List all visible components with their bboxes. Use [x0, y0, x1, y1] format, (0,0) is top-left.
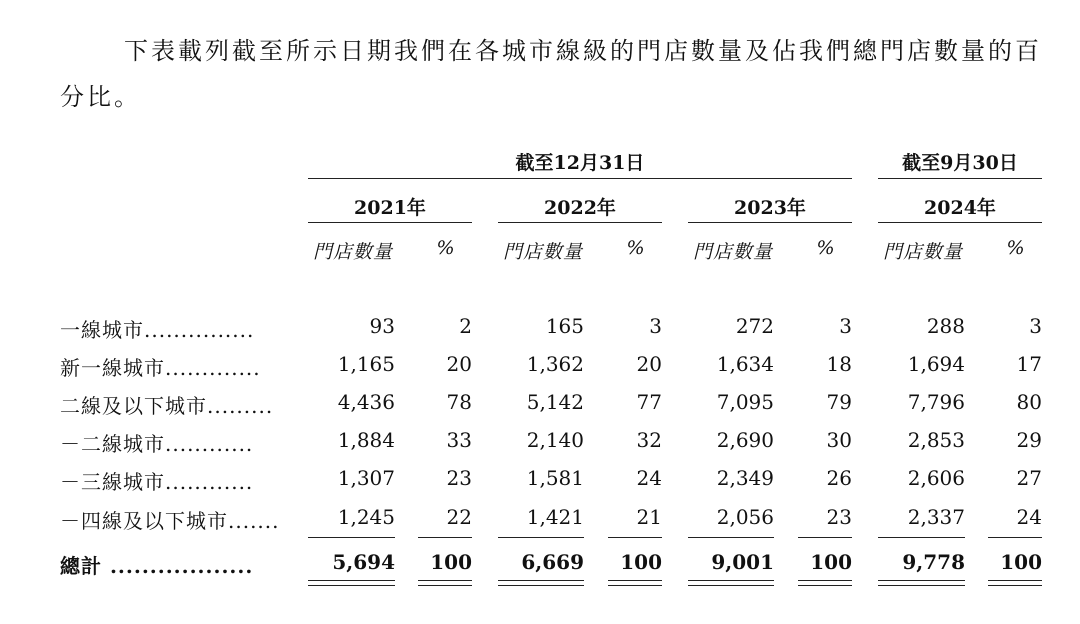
row-label: 新一線城市.............	[60, 356, 261, 380]
total-double-rule	[988, 585, 1042, 586]
subtotal-rule	[308, 537, 395, 538]
total-double-rule	[878, 580, 965, 581]
row-label: －二線城市............	[60, 432, 254, 456]
count-cell: 4,436	[337, 390, 395, 414]
percent-cell: 30	[826, 428, 852, 452]
percent-cell: 80	[1016, 390, 1042, 414]
count-cell: 2,690	[716, 428, 774, 452]
column-header-percent: %	[436, 237, 456, 259]
total-count-cell: 9,001	[711, 550, 774, 574]
count-cell: 1,884	[337, 428, 395, 452]
count-cell: 1,634	[716, 352, 774, 376]
row-label: 一線城市...............	[60, 318, 255, 342]
year-rule	[878, 222, 1042, 223]
percent-cell: 3	[649, 314, 662, 338]
subtotal-rule	[988, 537, 1042, 538]
subtotal-rule	[498, 537, 584, 538]
total-double-rule	[988, 580, 1042, 581]
percent-cell: 77	[636, 390, 662, 414]
column-header-store-count: 門店數量	[313, 241, 394, 263]
column-header-percent: %	[1006, 237, 1026, 259]
count-cell: 2,337	[907, 505, 965, 529]
total-double-rule	[878, 585, 965, 586]
column-header-percent: %	[626, 237, 646, 259]
percent-cell: 23	[826, 505, 852, 529]
percent-cell: 24	[1016, 505, 1042, 529]
count-cell: 1,581	[526, 466, 584, 490]
count-cell: 7,095	[716, 390, 774, 414]
percent-cell: 33	[446, 428, 472, 452]
year-header: 2023年	[734, 197, 806, 219]
total-double-rule	[798, 585, 852, 586]
total-label: 總計 ..................	[60, 554, 254, 578]
count-cell: 165	[545, 314, 584, 338]
total-double-rule	[308, 580, 395, 581]
group-header-dec31: 截至12月31日	[515, 152, 645, 174]
column-header-store-count: 門店數量	[693, 241, 774, 263]
intro-text: 下表載列截至所示日期我們在各城市線級的門店數量及佔我們總門店數量的百分比。	[60, 37, 1042, 111]
total-double-rule	[688, 580, 774, 581]
count-cell: 2,056	[716, 505, 774, 529]
row-label: 二線及以下城市.........	[60, 394, 274, 418]
percent-cell: 26	[826, 466, 852, 490]
percent-cell: 21	[636, 505, 662, 529]
subtotal-rule	[608, 537, 662, 538]
count-cell: 1,694	[907, 352, 965, 376]
total-count-cell: 5,694	[332, 550, 395, 574]
group-rule-sep30	[878, 178, 1042, 179]
percent-cell: 24	[636, 466, 662, 490]
total-double-rule	[798, 580, 852, 581]
row-label: －三線城市............	[60, 470, 254, 494]
total-percent-cell: 100	[430, 550, 472, 574]
count-cell: 2,140	[526, 428, 584, 452]
percent-cell: 78	[446, 390, 472, 414]
column-header-store-count: 門店數量	[883, 241, 964, 263]
percent-cell: 2	[459, 314, 472, 338]
total-percent-cell: 100	[810, 550, 852, 574]
percent-cell: 79	[826, 390, 852, 414]
total-count-cell: 9,778	[902, 550, 965, 574]
subtotal-rule	[878, 537, 965, 538]
percent-cell: 20	[446, 352, 472, 376]
count-cell: 1,165	[337, 352, 395, 376]
percent-cell: 32	[636, 428, 662, 452]
year-rule	[688, 222, 852, 223]
count-cell: 1,362	[526, 352, 584, 376]
column-header-store-count: 門店數量	[503, 241, 584, 263]
count-cell: 1,307	[337, 466, 395, 490]
percent-cell: 29	[1016, 428, 1042, 452]
year-rule	[308, 222, 472, 223]
group-rule-dec31	[308, 178, 852, 179]
total-double-rule	[608, 585, 662, 586]
total-double-rule	[308, 585, 395, 586]
year-header: 2024年	[924, 197, 996, 219]
percent-cell: 27	[1016, 466, 1042, 490]
year-header: 2022年	[544, 197, 616, 219]
percent-cell: 22	[446, 505, 472, 529]
count-cell: 2,853	[907, 428, 965, 452]
year-rule	[498, 222, 662, 223]
count-cell: 7,796	[907, 390, 965, 414]
subtotal-rule	[798, 537, 852, 538]
percent-cell: 17	[1016, 352, 1042, 376]
total-double-rule	[688, 585, 774, 586]
percent-cell: 23	[446, 466, 472, 490]
count-cell: 2,606	[907, 466, 965, 490]
count-cell: 2,349	[716, 466, 774, 490]
count-cell: 288	[926, 314, 965, 338]
intro-paragraph	[60, 28, 1050, 120]
percent-cell: 18	[826, 352, 852, 376]
total-double-rule	[498, 580, 584, 581]
count-cell: 1,245	[337, 505, 395, 529]
subtotal-rule	[418, 537, 472, 538]
subtotal-rule	[688, 537, 774, 538]
total-double-rule	[418, 580, 472, 581]
year-header: 2021年	[354, 197, 426, 219]
count-cell: 93	[369, 314, 395, 338]
total-count-cell: 6,669	[521, 550, 584, 574]
column-header-percent: %	[816, 237, 836, 259]
percent-cell: 3	[839, 314, 852, 338]
total-percent-cell: 100	[1000, 550, 1042, 574]
total-percent-cell: 100	[620, 550, 662, 574]
count-cell: 1,421	[526, 505, 584, 529]
percent-cell: 3	[1029, 314, 1042, 338]
count-cell: 5,142	[526, 390, 584, 414]
count-cell: 272	[735, 314, 774, 338]
total-double-rule	[418, 585, 472, 586]
total-double-rule	[608, 580, 662, 581]
percent-cell: 20	[636, 352, 662, 376]
group-header-sep30: 截至9月30日	[902, 152, 1018, 174]
row-label: －四線及以下城市.......	[60, 509, 280, 533]
total-double-rule	[498, 585, 584, 586]
